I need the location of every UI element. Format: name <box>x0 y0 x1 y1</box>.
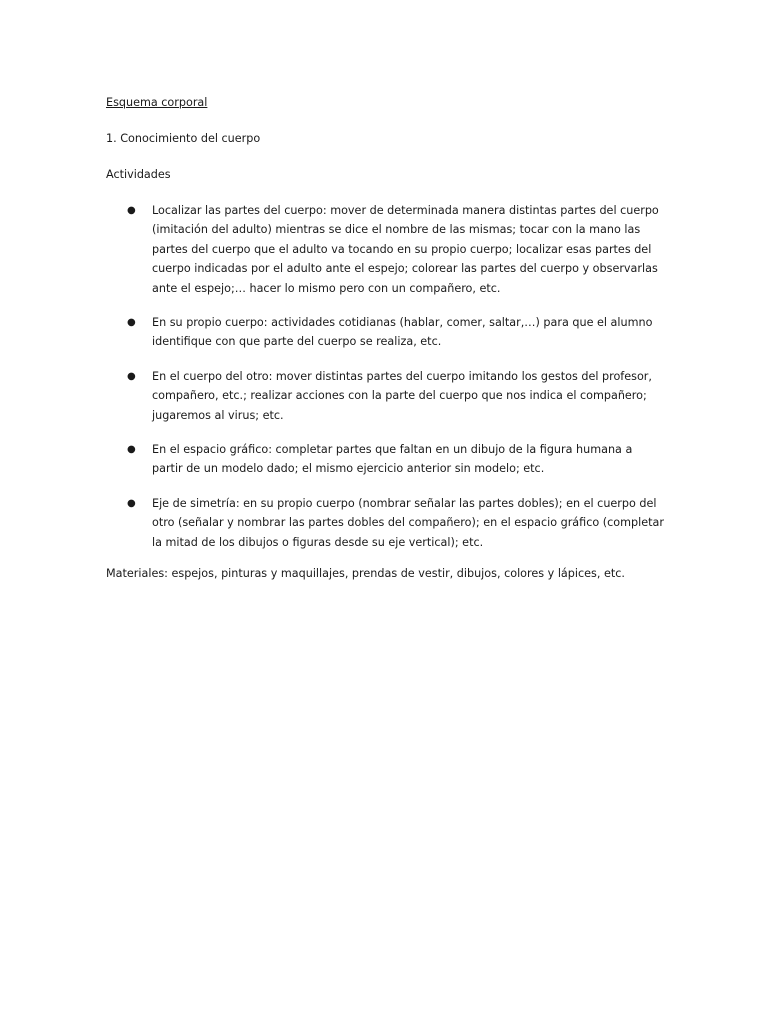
bullet-icon: ● <box>127 444 136 456</box>
document-page <box>106 96 666 581</box>
list-item <box>106 494 666 552</box>
list-item-text: Localizar las partes del cuerpo: mover de determinada manera distintas partes del cuerpo (imitación del adulto) mientras se dice el nombre de las mismas; tocar con la mano las partes del cuerpo que el adulto va tocando en su propio cuerpo; localizar esas partes del cuerpo indicadas por el adulto ante el espejo; colorear las partes del cuerpo y observarlas ante el espejo;… hacer lo mismo pero con un compañero, etc. <box>152 204 659 295</box>
list-item-text: En el cuerpo del otro: mover distintas partes del cuerpo imitando los gestos del profesor, compañero, etc.; realizar acciones con la parte del cuerpo que nos indica el compañero; jugaremos al virus; etc. <box>152 369 652 422</box>
list-item-text: En el espacio gráfico: completar partes que faltan en un dibujo de la figura humana a partir de un modelo dado; el mismo ejercicio anterior sin modelo; etc. <box>152 443 633 476</box>
activities-heading: Actividades <box>106 168 171 181</box>
list-item <box>106 201 666 298</box>
bullet-icon: ● <box>127 205 136 216</box>
list-item <box>106 440 666 479</box>
materials-paragraph: Materiales: espejos, pinturas y maquillajes, prendas de vestir, dibujos, colores y lápices, etc. <box>106 567 625 581</box>
list-item <box>106 313 666 352</box>
document-title: Esquema corporal <box>106 96 208 109</box>
bullet-icon: ● <box>127 497 136 509</box>
list-item-text: Eje de simetría: en su propio cuerpo (nombrar señalar las partes dobles); en el cuerpo del otro (señalar y nombrar las partes dobles del compañero); en el espacio gráfico (completar la mitad de los dibujos o figuras desde su eje vertical); etc. <box>152 496 664 549</box>
activities-list <box>106 201 666 552</box>
bullet-icon: ● <box>127 317 136 329</box>
section-heading: 1. Conocimiento del cuerpo <box>106 132 261 145</box>
list-item-text: En su propio cuerpo: actividades cotidianas (hablar, comer, saltar,…) para que el alumno identifique con que parte del cuerpo se realiza, etc. <box>152 316 653 349</box>
bullet-icon: ● <box>127 370 136 382</box>
list-item <box>106 367 666 425</box>
